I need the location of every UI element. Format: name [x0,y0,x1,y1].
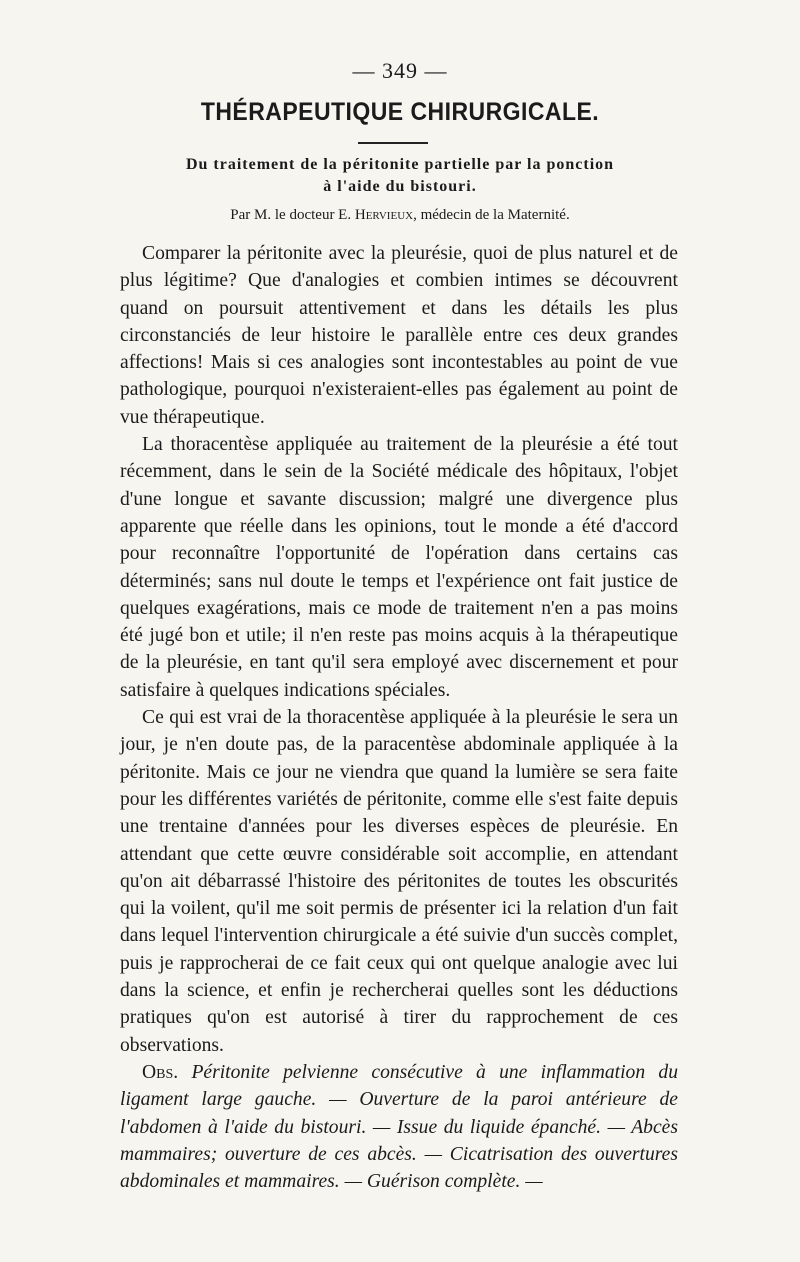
observation-paragraph [120,1059,678,1195]
paragraph-1: Comparer la péritonite avec la pleurésie, quoi de plus naturel et de plus légitime? Que d'analogies et combien intimes se découvrent quand on poursuit attentivement et dans les détails les plus circonstanciés de leur histoire le parallèle entre ces deux grandes affections! Mais si ces analogies sont incontestables au point de vue pathologique, pourquoi n'existeraient-elles pas également au point de vue thérapeutique. [120,243,678,428]
paragraph-3: Ce qui est vrai de la thoracentèse appliquée à la pleurésie le sera un jour, je n'en doute pas, de la paracentèse abdominale appliquée à la péritonite. Mais ce jour ne viendra que quand la lumière se sera faite pour les différentes variétés de péritonite, comme elle s'est faite depuis une trentaine d'années pour les diverses espèces de pleurésie. En attendant que cette œuvre considérable soit accomplie, en attendant qu'on ait débarrassé l'histoire des péritonites de toutes les obscurités qui la voilent, qu'il me soit permis de présenter ici la relation d'un fait dans lequel l'intervention chirurgicale a été suivie d'un succès complet, puis je rapprocherai de ce fait ceux qui ont quelque analogie avec lui dans la science, et enfin je rechercherai quelles sont les déductions pratiques qu'on est autorisé à tirer du rapprochement de ces observations. [120,707,678,1056]
title-rule [358,142,428,144]
author-name: Hervieux [354,207,414,223]
paragraph-2: La thoracentèse appliquée au traitement de la pleurésie a été tout récemment, dans le sein de la Société médicale des hôpitaux, l'objet d'une longue et savante discussion; malgré une divergence plus apparente que réelle dans les opinions, tout le monde a été d'accord pour reconnaître l'opportunité de l'opération dans certains cas déterminés; sans nul doute le temps et l'expérience ont fait justice de quelques exagérations, mais ce mode de traitement n'en a pas moins été jugé bon et utile; il n'en reste pas moins acquis à la thérapeutique de la pleurésie, en tant qu'il sera employé avec discernement et pour satisfaire à quelques indications spéciales. [120,434,678,701]
section-title: THÉRAPEUTIQUE CHIRURGICALE. [200,98,600,126]
observation-text: Péritonite pelvienne consécutive à une inflammation du ligament large gauche. — Ouverture de la paroi antérieure de l'abdomen à l'aide du bistouri. — Issue du liquide épanché. — Abcès mammaires; ouverture de ces abcès. — Cicatrisation des ouvertures abdominales et mammaires. — Guérison complète. — [120,1061,678,1193]
body-text [120,240,678,1195]
observation-label: Obs. [142,1061,179,1083]
article-title-line-1: Du traitement de la péritonite partielle par la ponction [185,156,615,173]
byline-prefix: Par M. le docteur E. [230,207,355,223]
page-number: — 349 — [352,58,448,83]
byline [120,207,680,224]
article-title [120,154,680,198]
byline-suffix: , médecin de la Maternité. [413,207,570,223]
article-title-line-2: à l'aide du bistouri. [323,178,477,195]
